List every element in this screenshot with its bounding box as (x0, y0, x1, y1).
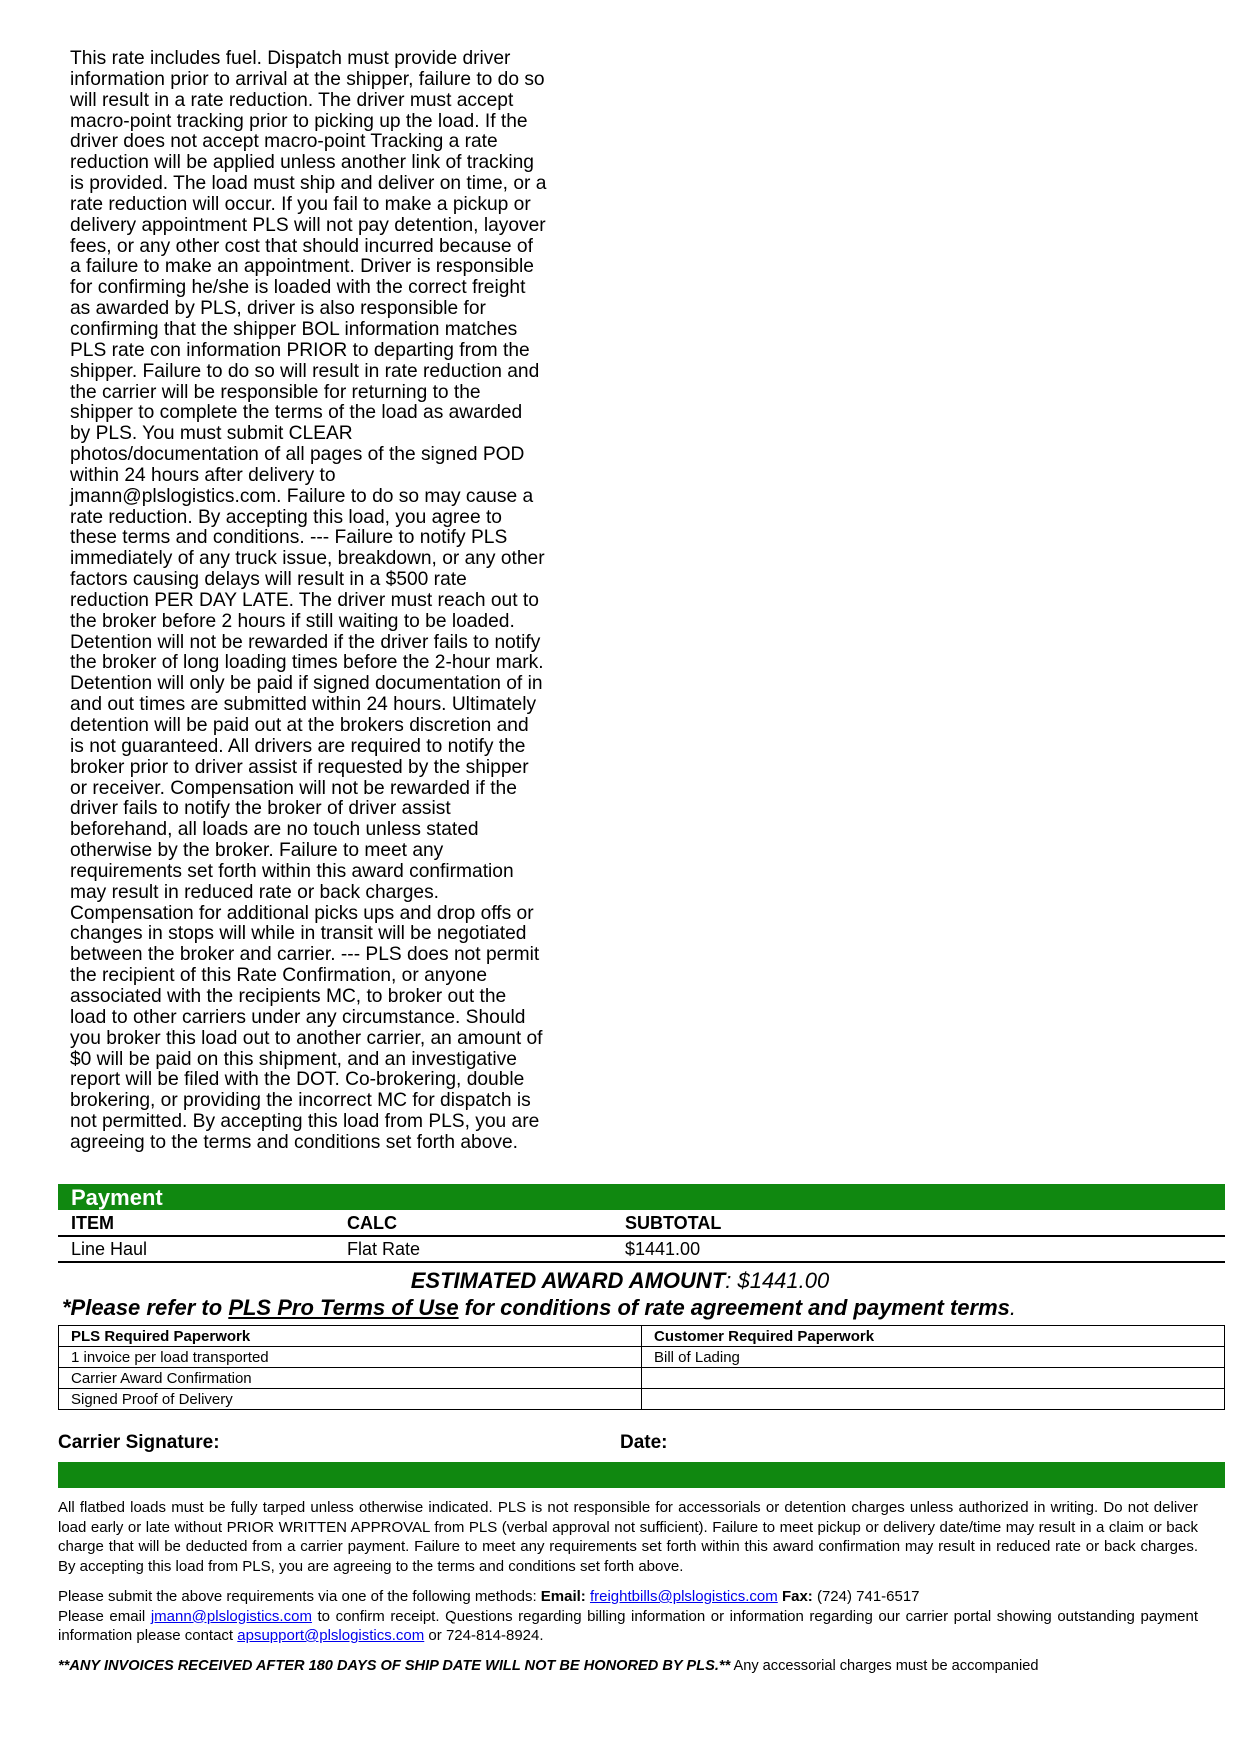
support-suffix: or 724-814-8924. (424, 1627, 544, 1644)
signature-divider-bar (58, 1462, 1225, 1488)
payment-subtotal: $1441.00 (625, 1239, 701, 1259)
pls-paperwork-item: 1 invoice per load transported (59, 1347, 642, 1368)
flatbed-disclaimer: All flatbed loads must be fully tarped unless otherwise indicated. PLS is not responsible for accessorials or detention charges unless authorized in writing. Do not deliver load early or late without PRIOR WRITTEN APPROVAL from PLS (verbal approval not sufficient). Failure to meet pickup or delivery date/time may result in a claim or back charge that will be deducted from a carrier payment. Failure to meet any requirements set forth within this award confirmation may result in reduced rate or back charges. By accepting this load from PLS, you are agreeing to the terms and conditions set forth above. (58, 1499, 1198, 1575)
customer-paperwork-item (642, 1389, 1225, 1410)
customer-paperwork-item (642, 1368, 1225, 1389)
submission-instructions (58, 1587, 1198, 1646)
refer-end: . (1009, 1295, 1017, 1320)
refer-suffix: for conditions of rate agreement and payment terms (458, 1295, 1010, 1320)
estimated-award-amount (0, 1268, 1240, 1294)
pls-paperwork-item: Signed Proof of Delivery (59, 1389, 642, 1410)
confirm-mid: to confirm receipt. Questions regarding billing information or information regarding our carrier portal showing outstanding payment information please contact (58, 1607, 1198, 1644)
column-header-item: ITEM (71, 1213, 114, 1233)
column-header-subtotal: SUBTOTAL (625, 1213, 722, 1233)
jmann-email-link[interactable]: jmann@plslogistics.com (150, 1607, 312, 1625)
estimate-amount: : $1441.00 (725, 1268, 830, 1293)
freightbills-email-link[interactable]: freightbills@plslogistics.com (589, 1588, 778, 1605)
submit-text: Please submit the above requirements via one of the following methods: (58, 1588, 541, 1605)
payment-calc: Flat Rate (347, 1239, 421, 1259)
confirm-prefix: Please email (58, 1607, 151, 1625)
payment-section-header: Payment (58, 1184, 1225, 1210)
estimate-label: ESTIMATED AWARD AMOUNT (410, 1268, 726, 1293)
customer-paperwork-item: Bill of Lading (642, 1347, 1225, 1368)
paperwork-table (58, 1325, 1225, 1410)
fax-number: (724) 741-6517 (816, 1588, 920, 1605)
pls-paperwork-header: PLS Required Paperwork (59, 1326, 642, 1347)
email-label: Email: (540, 1588, 586, 1605)
invoice-warning-tail: Any accessorial charges must be accompanied (730, 1658, 1039, 1674)
customer-paperwork-header: Customer Required Paperwork (642, 1326, 1225, 1347)
column-header-calc: CALC (347, 1213, 397, 1233)
invoice-warning (58, 1657, 1198, 1677)
apsupport-email-link[interactable]: apsupport@plslogistics.com (237, 1627, 425, 1644)
date-label: Date: (620, 1432, 668, 1453)
terms-and-conditions-text: This rate includes fuel. Dispatch must provide driver information prior to arrival at the shipper, failure to do so will result in a rate reduction. The driver must accept macro-point tracking prior to picking up the load. If the driver does not accept macro-point Tracking a rate reduction will be applied unless another link of tracking is provided. The load must ship and deliver on time, or a rate reduction will occur. If you fail to make a pickup or delivery appointment PLS will not pay detention, layover fees, or any other cost that should incurred because of a failure to make an appointment. Driver is responsible for confirming he/she is loaded with the correct freight as awarded by PLS, driver is also responsible for confirming that the shipper BOL information matches PLS rate con information PRIOR to departing from the shipper. Failure to do so will result in rate reduction and the carrier will be responsible for returning to the shipper to complete the terms of the load as awarded by PLS. You must submit CLEAR photos/documentation of all pages of the signed POD within 24 hours after delivery to jmann@plslogistics.com. Failure to do so may cause a rate reduction. By accepting this load, you agree to these terms and conditions. --- Failure to notify PLS immediately of any truck issue, breakdown, or any other factors causing delays will result in a $500 rate reduction PER DAY LATE. The driver must reach out to the broker before 2 hours if still waiting to be loaded. Detention will not be rewarded if the driver fails to notify the broker of long loading times before the 2-hour mark. Detention will only be paid if signed documentation of in and out times are submitted within 24 hours. Ultimately detention will be paid out at the brokers discretion and is not guaranteed. All drivers are required to notify the broker prior to driver assist if requested by the shipper or receiver. Compensation will not be rewarded if the driver fails to notify the broker of driver assist beforehand, all loads are no touch unless stated otherwise by the broker. Failure to meet any requirements set forth within this award confirmation may result in reduced rate or back charges. Compensation for additional picks ups and drop offs or changes in stops will while in transit will be negotiated between the broker and carrier. --- PLS does not permit the recipient of this Rate Confirmation, or anyone associated with the recipients MC, to broker out the load to other carriers under any circumstance. Should you broker this load out to another carrier, an amount of $0 will be paid on this shipment, and an investigative report will be filed with the DOT. Co-brokering, double brokering, or providing the incorrect MC for dispatch is not permitted. By accepting this load from PLS, you are agreeing to the terms and conditions set forth above. (70, 48, 547, 1153)
invoice-warning-bold: **ANY INVOICES RECEIVED AFTER 180 DAYS OF SHIP DATE WILL NOT BE HONORED BY PLS.** (58, 1658, 731, 1674)
terms-of-use-link[interactable]: PLS Pro Terms of Use (228, 1295, 459, 1320)
payment-table-header (58, 1211, 1225, 1237)
payment-table-row (58, 1237, 1225, 1263)
carrier-signature-label: Carrier Signature: (58, 1432, 220, 1453)
fax-label: Fax: (781, 1588, 813, 1605)
pls-paperwork-item: Carrier Award Confirmation (59, 1368, 642, 1389)
refer-prefix: *Please refer to (62, 1295, 229, 1320)
terms-of-use-notice (62, 1294, 1222, 1322)
payment-item: Line Haul (71, 1239, 148, 1259)
